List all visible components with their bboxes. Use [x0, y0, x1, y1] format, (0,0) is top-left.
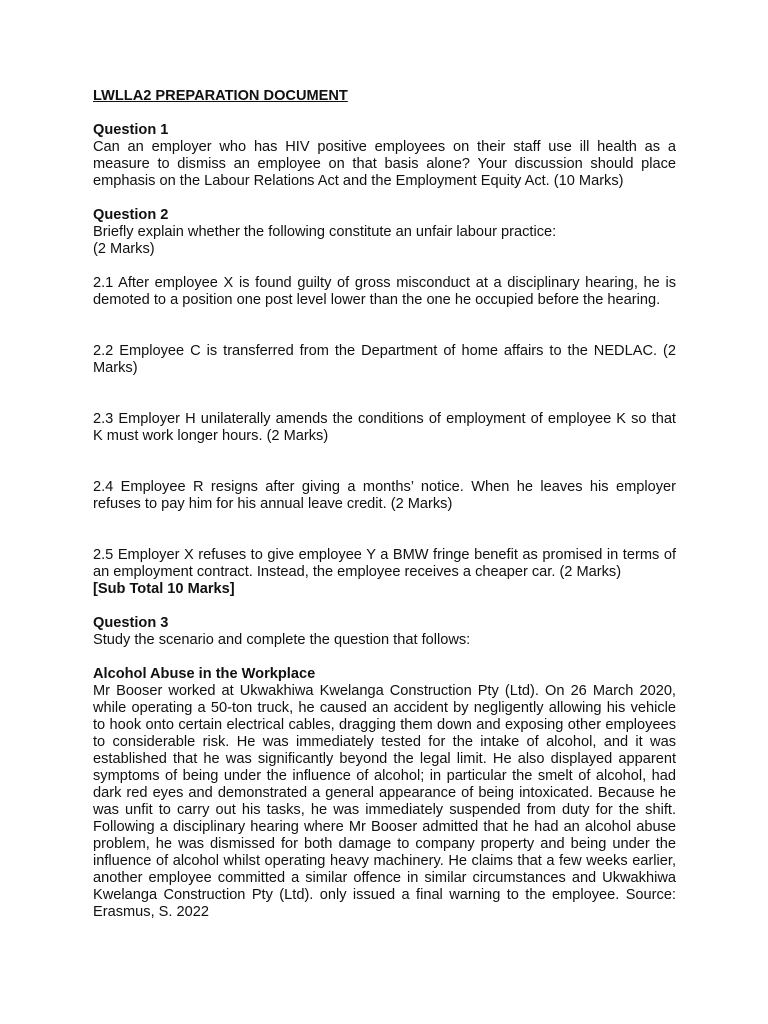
question-1-heading: Question 1 [93, 122, 169, 138]
question-2-intro: Briefly explain whether the following constitute an unfair labour practice: [93, 224, 557, 240]
question-2-item-2-1: 2.1 After employee X is found guilty of gross misconduct at a disciplinary hearing, he is demoted to a position one post level lower than the one he occupied before the hearing. [93, 275, 676, 308]
question-2-item-2-3: 2.3 Employer H unilaterally amends the conditions of employment of employee K so that K must work longer hours. (2 Marks) [93, 411, 676, 444]
question-2-item-2-2: 2.2 Employee C is transferred from the Department of home affairs to the NEDLAC. (2 Marks) [93, 343, 676, 376]
question-3-intro: Study the scenario and complete the question that follows: [93, 632, 471, 648]
scenario-title: Alcohol Abuse in the Workplace [93, 666, 316, 682]
question-3-heading: Question 3 [93, 615, 169, 631]
question-1-body: Can an employer who has HIV positive employees on their staff use ill health as a measure to dismiss an employee on that basis alone? Your discussion should place emphasis on the Labour Relations Act and the Employment Equity Act. (10 Marks) [93, 139, 676, 189]
question-2-item-2-4: 2.4 Employee R resigns after giving a months’ notice. When he leaves his employer refuses to pay him for his annual leave credit. (2 Marks) [93, 479, 676, 512]
document-title: LWLLA2 PREPARATION DOCUMENT [93, 88, 348, 104]
question-2-intro-marks: (2 Marks) [93, 241, 155, 257]
question-2-heading: Question 2 [93, 207, 169, 223]
document-content [93, 88, 676, 921]
question-2-item-2-5: 2.5 Employer X refuses to give employee Y a BMW fringe benefit as promised in terms of an employment contract. Instead, the employee receives a cheaper car. (2 Marks) [93, 547, 676, 580]
question-2-subtotal: [Sub Total 10 Marks] [93, 581, 235, 597]
scenario-body: Mr Booser worked at Ukwakhiwa Kwelanga Construction Pty (Ltd). On 26 March 2020, while operating a 50-ton truck, he caused an accident by negligently allowing his vehicle to hook onto certain electrical cables, dragging them down and exposing other employees to considerable risk. He was immediately tested for the intake of alcohol, and it was established that he was significantly beyond the legal limit. He also displayed apparent symptoms of being under the influence of alcohol; in particular the smelt of alcohol, had dark red eyes and demonstrated a general appearance of being intoxicated. Because he was unfit to carry out his tasks, he was immediately suspended from duty for the shift. Following a disciplinary hearing where Mr Booser admitted that he had an alcohol abuse problem, he was dismissed for both damage to company property and being under the influence of alcohol whilst operating heavy machinery. He claims that a few weeks earlier, another employee committed a similar offence in similar circumstances and Ukwakhiwa Kwelanga Construction Pty (Ltd). only issued a final warning to the employee. Source: Erasmus, S. 2022 [93, 683, 676, 920]
